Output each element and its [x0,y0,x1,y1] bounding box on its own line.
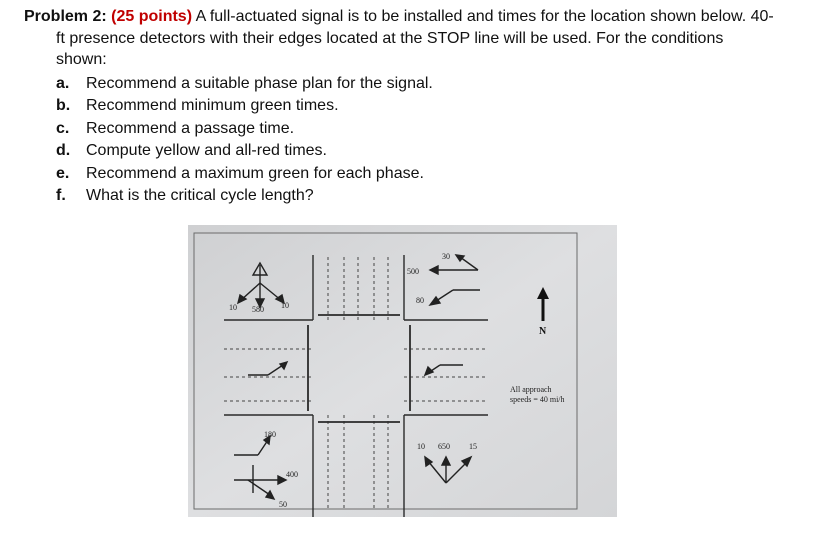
south-right-volume: 15 [469,442,477,451]
part-letter: c. [56,119,70,137]
intersection-figure [188,225,617,517]
north-left-volume: 10 [229,303,237,312]
part-text: Compute yellow and all-red times. [86,142,327,159]
problem-line-1 [24,6,824,28]
part-letter: e. [56,164,70,182]
parts-list [24,73,824,208]
east-through-volume: 500 [407,267,419,276]
part-item [56,185,824,208]
part-text: What is the critical cycle length? [86,187,314,204]
speed-note-line-2: speeds = 40 mi/h [510,395,565,404]
part-item [56,95,824,118]
intersection-diagram [188,225,617,517]
part-text: Recommend minimum green times. [86,97,339,114]
problem-statement [24,6,824,208]
speed-note-line-1: All approach [510,385,552,394]
south-left-volume: 10 [417,442,425,451]
east-right-volume: 80 [416,296,424,305]
north-through-volume: 580 [252,305,264,314]
part-item [56,118,824,141]
part-letter: a. [56,74,70,92]
east-left-volume: 30 [442,252,450,261]
west-through-volume: 400 [286,470,298,479]
west-left-volume: 180 [264,430,276,439]
part-letter: b. [56,97,71,114]
part-letter: f. [56,187,66,204]
part-item [56,73,824,96]
north-label: N [539,326,547,337]
part-text: Recommend a passage time. [86,119,295,137]
problem-points: (25 points) [111,8,193,25]
problem-text-2: ft presence detectors with their edges located at the STOP line will be used. For the conditions [56,29,724,47]
west-right-volume: 50 [279,500,287,509]
problem-text-1: A full-actuated signal is to be installed and times for the location shown below. 40- [195,8,774,25]
part-item [56,140,824,163]
part-item [56,163,824,186]
problem-text-3: shown: [56,51,107,68]
north-right-volume: 10 [281,301,289,310]
part-letter: d. [56,142,71,159]
problem-label: Problem 2: [24,8,107,25]
south-through-volume: 650 [438,442,450,451]
part-text: Recommend a maximum green for each phase. [86,164,424,182]
part-text: Recommend a suitable phase plan for the signal. [86,74,433,92]
